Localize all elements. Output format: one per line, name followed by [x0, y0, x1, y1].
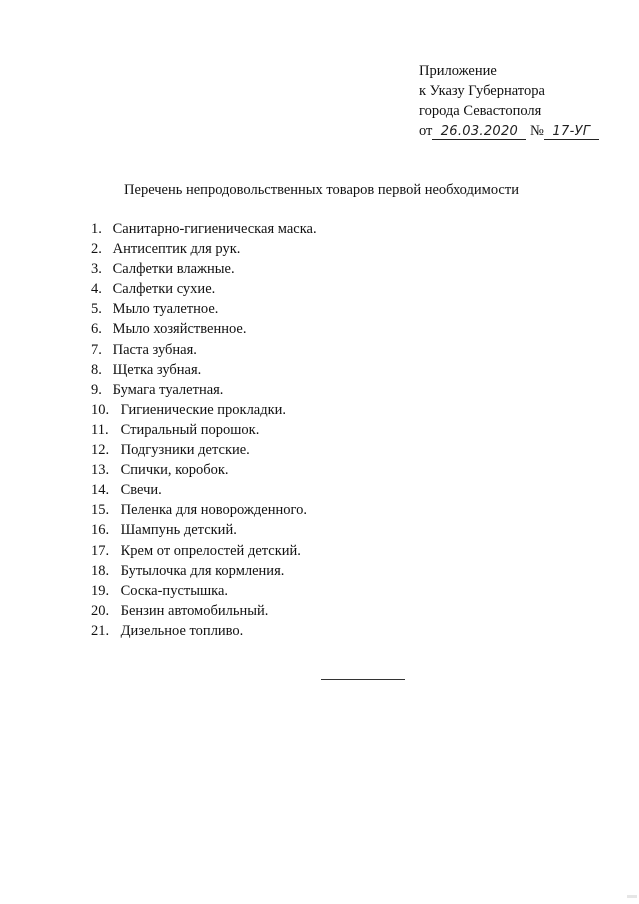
list-item-number: 10. [91, 401, 110, 418]
list-item-text: Подгузники детские. [120, 442, 250, 459]
list-item-number: 9. [91, 381, 102, 398]
list-item-text: Паста зубная. [112, 341, 197, 358]
list-item [91, 460, 317, 480]
list-item-text: Щетка зубная. [112, 361, 202, 378]
list-title-wrapper [0, 181, 639, 199]
from-label: от [419, 123, 433, 139]
list-item-number: 13. [91, 462, 110, 479]
appendix-decree-reference: к Указу Губернатора [419, 83, 545, 99]
list-item-text: Бутылочка для кормления. [120, 562, 285, 579]
list-item-number: 19. [91, 582, 110, 599]
list-item-number: 21. [91, 622, 110, 639]
list-item [91, 480, 317, 500]
appendix-city: города Севастополя [419, 103, 542, 119]
list-item-text: Санитарно-гигиеническая маска. [112, 221, 317, 237]
list-item-number: 16. [91, 522, 110, 539]
list-item-text: Шампунь детский. [120, 522, 237, 539]
appendix-heading: Приложение [419, 63, 497, 79]
list-item-number: 11. [91, 421, 109, 438]
list-item-number: 2. [91, 241, 102, 258]
list-item-text: Крем от опрелостей детский. [120, 542, 301, 559]
list-title: Перечень непродовольственных товаров первой необходимости [124, 182, 519, 198]
list-item [91, 420, 317, 440]
list-item [91, 440, 317, 460]
handwritten-number: 17-УГ [544, 124, 599, 140]
list-item [91, 581, 317, 601]
list-item-number: 3. [91, 261, 102, 278]
list-item-number: 4. [91, 281, 102, 298]
list-item-text: Бумага туалетная. [112, 381, 224, 398]
list-item [91, 621, 317, 641]
list-item-text: Салфетки сухие. [112, 281, 216, 298]
list-item-number: 7. [91, 341, 102, 358]
appendix-block [419, 61, 629, 141]
list-item-number: 12. [91, 442, 110, 459]
list-item [91, 319, 317, 339]
list-item-number: 5. [91, 301, 102, 318]
list-item-text: Стиральный порошок. [120, 421, 260, 438]
end-divider-line [321, 679, 405, 680]
list-item-text: Гигиенические прокладки. [120, 401, 287, 418]
list-item-text: Бензин автомобильный. [120, 602, 269, 619]
list-item [91, 299, 317, 319]
list-item [91, 239, 317, 259]
list-item-number: 14. [91, 482, 110, 499]
list-item-text: Свечи. [120, 482, 162, 499]
list-item [91, 520, 317, 540]
list-item-number: 1. [91, 221, 102, 237]
scan-artifact [627, 895, 637, 898]
list-item-text: Пеленка для новорожденного. [120, 502, 307, 519]
list-item [91, 340, 317, 360]
list-item-text: Соска-пустышка. [120, 582, 229, 599]
list-item [91, 601, 317, 621]
list-item-text: Дизельное топливо. [120, 622, 244, 639]
list-item-text: Мыло хозяйственное. [112, 321, 247, 338]
list-item-number: 15. [91, 502, 110, 519]
list-item [91, 360, 317, 380]
goods-list [91, 219, 317, 641]
list-item [91, 279, 317, 299]
list-item-text: Спички, коробок. [120, 462, 229, 479]
list-item [91, 541, 317, 561]
list-item [91, 500, 317, 520]
number-label: № [530, 123, 544, 139]
list-item-text: Антисептик для рук. [112, 241, 241, 258]
list-item-number: 17. [91, 542, 110, 559]
list-item-number: 8. [91, 361, 102, 378]
list-item [91, 380, 317, 400]
list-item-text: Мыло туалетное. [112, 301, 219, 318]
handwritten-date: 26.03.2020 [432, 124, 526, 140]
list-item-number: 18. [91, 562, 110, 579]
appendix-date-number-line [419, 121, 629, 141]
list-item [91, 259, 317, 279]
list-item-number: 20. [91, 602, 110, 619]
list-item [91, 400, 317, 420]
list-item [91, 219, 317, 239]
list-item-number: 6. [91, 321, 102, 338]
list-item-text: Салфетки влажные. [112, 261, 235, 278]
list-item [91, 561, 317, 581]
